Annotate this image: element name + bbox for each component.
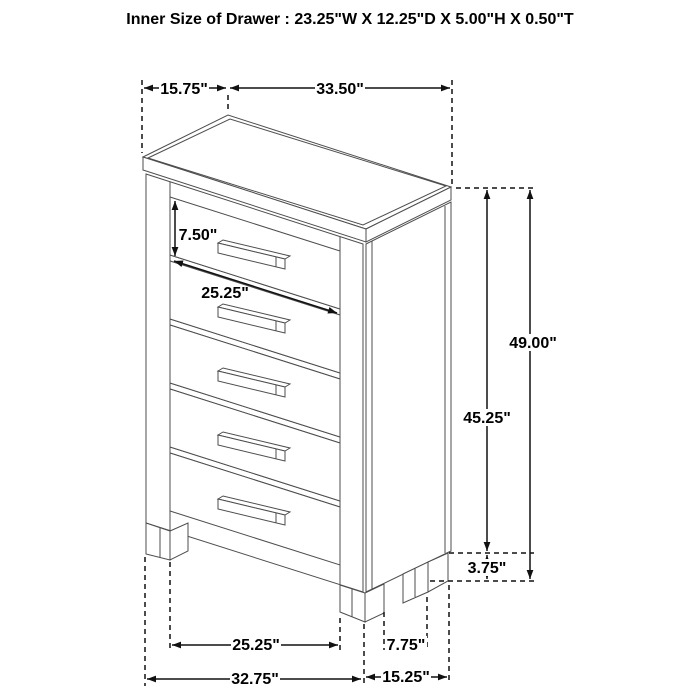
dim-label-case-height: 45.25"	[463, 410, 511, 427]
dim-label-base-width: 32.75"	[231, 671, 279, 688]
dim-label-drawer-height: 7.50"	[178, 227, 218, 244]
dim-label-drawer-width: 25.25"	[201, 285, 249, 302]
side-panel	[366, 202, 451, 592]
dim-label-overall-height: 49.00"	[509, 335, 557, 352]
dim-label-front-leg-spacing: 25.25"	[232, 637, 280, 654]
page-title: Inner Size of Drawer : 23.25"W X 12.25"D X 5.00"H X 0.50"T	[126, 11, 574, 28]
side-panel-face	[366, 202, 451, 592]
dim-label-side-leg-gap: 7.75"	[386, 637, 426, 654]
dim-label-top-depth: 15.75"	[160, 81, 208, 98]
dim-label-top-width: 33.50"	[316, 81, 364, 98]
dim-label-base-depth: 15.25"	[382, 669, 430, 686]
chest-drawing	[143, 115, 451, 622]
dim-label-foot-height: 3.75"	[467, 560, 507, 577]
